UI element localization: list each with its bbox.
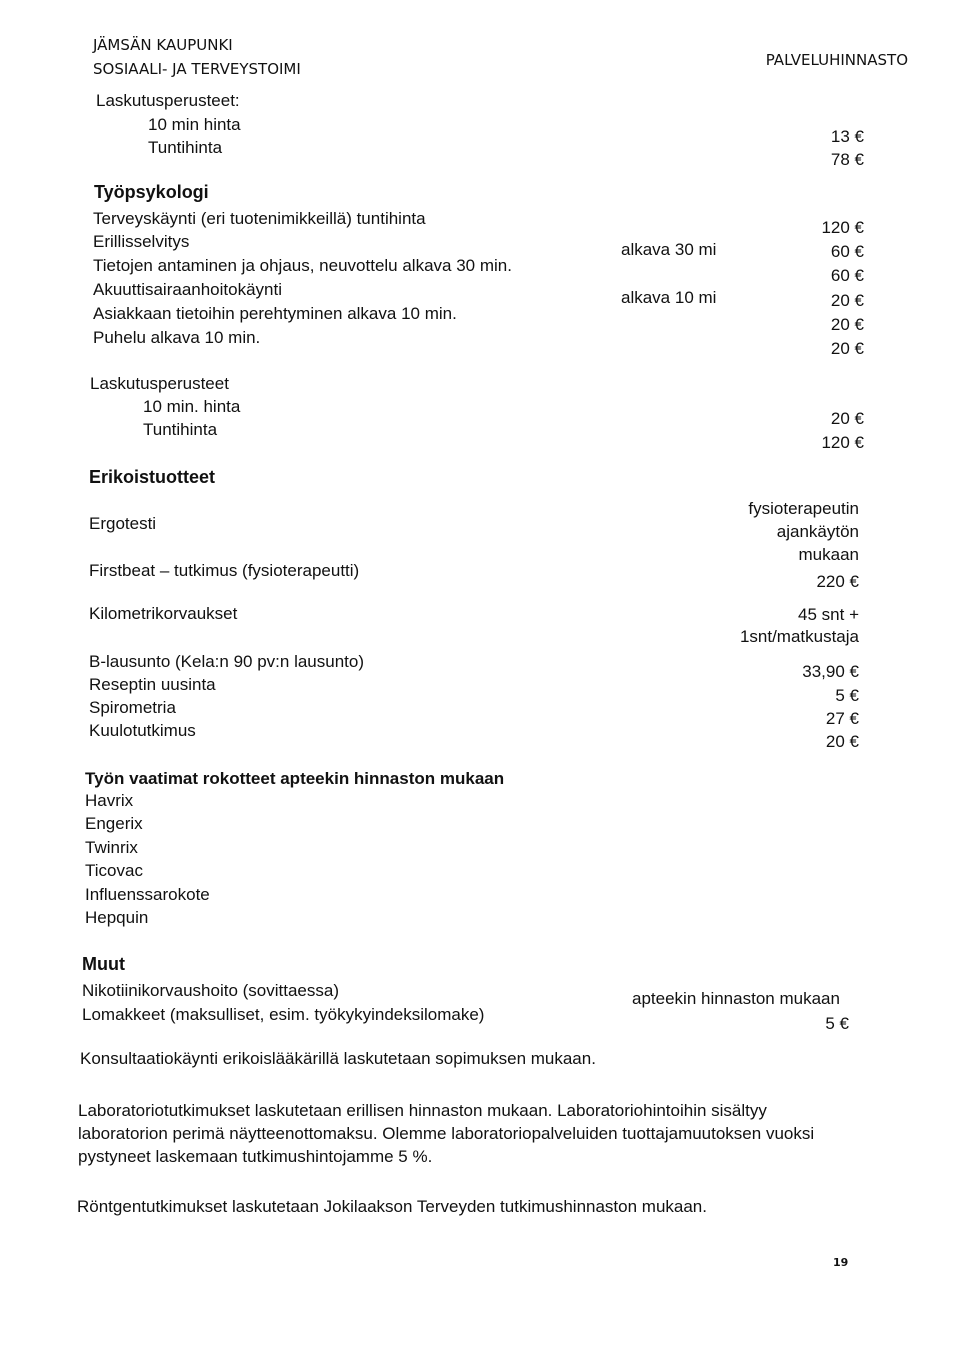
section-heading-erikoistuotteet: Erikoistuotteet bbox=[89, 467, 216, 487]
service-price: 60 € bbox=[830, 242, 864, 261]
org-name: JÄMSÄN KAUPUNKI bbox=[93, 36, 233, 54]
org-department: SOSIAALI- JA TERVEYSTOIMI bbox=[93, 60, 301, 78]
service-price: 5 € bbox=[835, 686, 859, 705]
service-price: 27 € bbox=[825, 709, 859, 728]
service-label: Firstbeat – tutkimus (fysioterapeutti) bbox=[89, 561, 360, 580]
vaccine-item: Havrix bbox=[85, 791, 134, 810]
service-price: 5 € bbox=[825, 1014, 849, 1033]
document-title: PALVELUHINNASTO bbox=[765, 51, 908, 69]
section-heading-vaccines: Työn vaatimat rokotteet apteekin hinnaston mukaan bbox=[85, 769, 505, 788]
service-price: 20 € bbox=[825, 732, 859, 751]
service-label: Spirometria bbox=[89, 698, 176, 717]
service-price: 120 € bbox=[821, 218, 864, 237]
note-laboratorio-line: Laboratoriotutkimukset laskutetaan erillisen hinnaston mukaan. Laboratoriohintoihin sisältyy bbox=[78, 1101, 767, 1120]
service-label: Akuuttisairaanhoitokäynti bbox=[93, 280, 283, 299]
service-price: 20 € bbox=[830, 339, 864, 358]
billing-label-10min: 10 min hinta bbox=[148, 115, 241, 134]
billing-label-hour: Tuntihinta bbox=[143, 420, 218, 439]
service-label: Nikotiinikorvaushoito (sovittaessa) bbox=[82, 981, 339, 1000]
vaccine-item: Influenssarokote bbox=[85, 885, 210, 904]
service-label: Reseptin uusinta bbox=[89, 675, 216, 694]
note-laboratorio-line: pystyneet laskemaan tutkimushintojamme 5 %. bbox=[78, 1147, 433, 1166]
service-label: Ergotesti bbox=[89, 514, 157, 533]
service-price: 20 € bbox=[830, 291, 864, 310]
billing-heading: Laskutusperusteet: bbox=[96, 91, 240, 110]
billing-label-10min: 10 min. hinta bbox=[143, 397, 241, 416]
section-heading-muut: Muut bbox=[82, 954, 125, 974]
billing-price-hour: 78 € bbox=[830, 150, 864, 169]
service-price: 60 € bbox=[830, 266, 864, 285]
price-note: fysioterapeutin bbox=[748, 499, 859, 518]
service-label: Tietojen antaminen ja ohjaus, neuvottelu alkava 30 min. bbox=[93, 256, 512, 275]
price-note: 45 snt + bbox=[798, 605, 859, 624]
page-number: 19 bbox=[833, 1256, 849, 1269]
billing-price-10min: 20 € bbox=[830, 409, 864, 428]
service-label: Terveyskäynti (eri tuotenimikkeillä) tuntihinta bbox=[93, 209, 426, 228]
service-label: B-lausunto (Kela:n 90 pv:n lausunto) bbox=[89, 652, 365, 671]
service-price: apteekin hinnaston mukaan bbox=[632, 989, 840, 1008]
billing-price-hour: 120 € bbox=[821, 433, 864, 452]
note-laboratorio-line: laboratorion perimä näytteenottomaksu. Olemme laboratoriopalveluiden tuottajamuutoksen vuoksi bbox=[78, 1124, 815, 1143]
note-konsultaatio: Konsultaatiokäynti erikoislääkärillä laskutetaan sopimuksen mukaan. bbox=[80, 1049, 596, 1068]
service-note: alkava 10 mi bbox=[621, 288, 717, 307]
billing-price-10min: 13 € bbox=[830, 127, 864, 146]
service-label: Erillisselvitys bbox=[93, 232, 190, 251]
price-note: mukaan bbox=[798, 545, 859, 564]
section-heading-tyopsykologi: Työpsykologi bbox=[94, 182, 209, 202]
service-label: Lomakkeet (maksulliset, esim. työkykyindeksilomake) bbox=[82, 1005, 485, 1024]
note-rontgen: Röntgentutkimukset laskutetaan Jokilaakson Terveyden tutkimushinnaston mukaan. bbox=[77, 1197, 707, 1216]
service-price: 220 € bbox=[816, 572, 859, 591]
vaccine-item: Engerix bbox=[85, 814, 143, 833]
service-label: Kuulotutkimus bbox=[89, 721, 196, 740]
billing-label-hour: Tuntihinta bbox=[148, 138, 223, 157]
service-note: alkava 30 mi bbox=[621, 240, 717, 259]
service-label: Kilometrikorvaukset bbox=[89, 604, 238, 623]
price-note: ajankäytön bbox=[776, 522, 859, 541]
vaccine-item: Twinrix bbox=[85, 838, 138, 857]
vaccine-item: Hepquin bbox=[85, 908, 149, 927]
service-price: 20 € bbox=[830, 315, 864, 334]
service-price: 33,90 € bbox=[802, 662, 859, 681]
vaccine-item: Ticovac bbox=[85, 861, 143, 880]
billing-subheading: Laskutusperusteet bbox=[90, 374, 229, 393]
service-label: Asiakkaan tietoihin perehtyminen alkava 10 min. bbox=[93, 304, 457, 323]
service-label: Puhelu alkava 10 min. bbox=[93, 328, 261, 347]
price-note: 1snt/matkustaja bbox=[739, 627, 859, 646]
